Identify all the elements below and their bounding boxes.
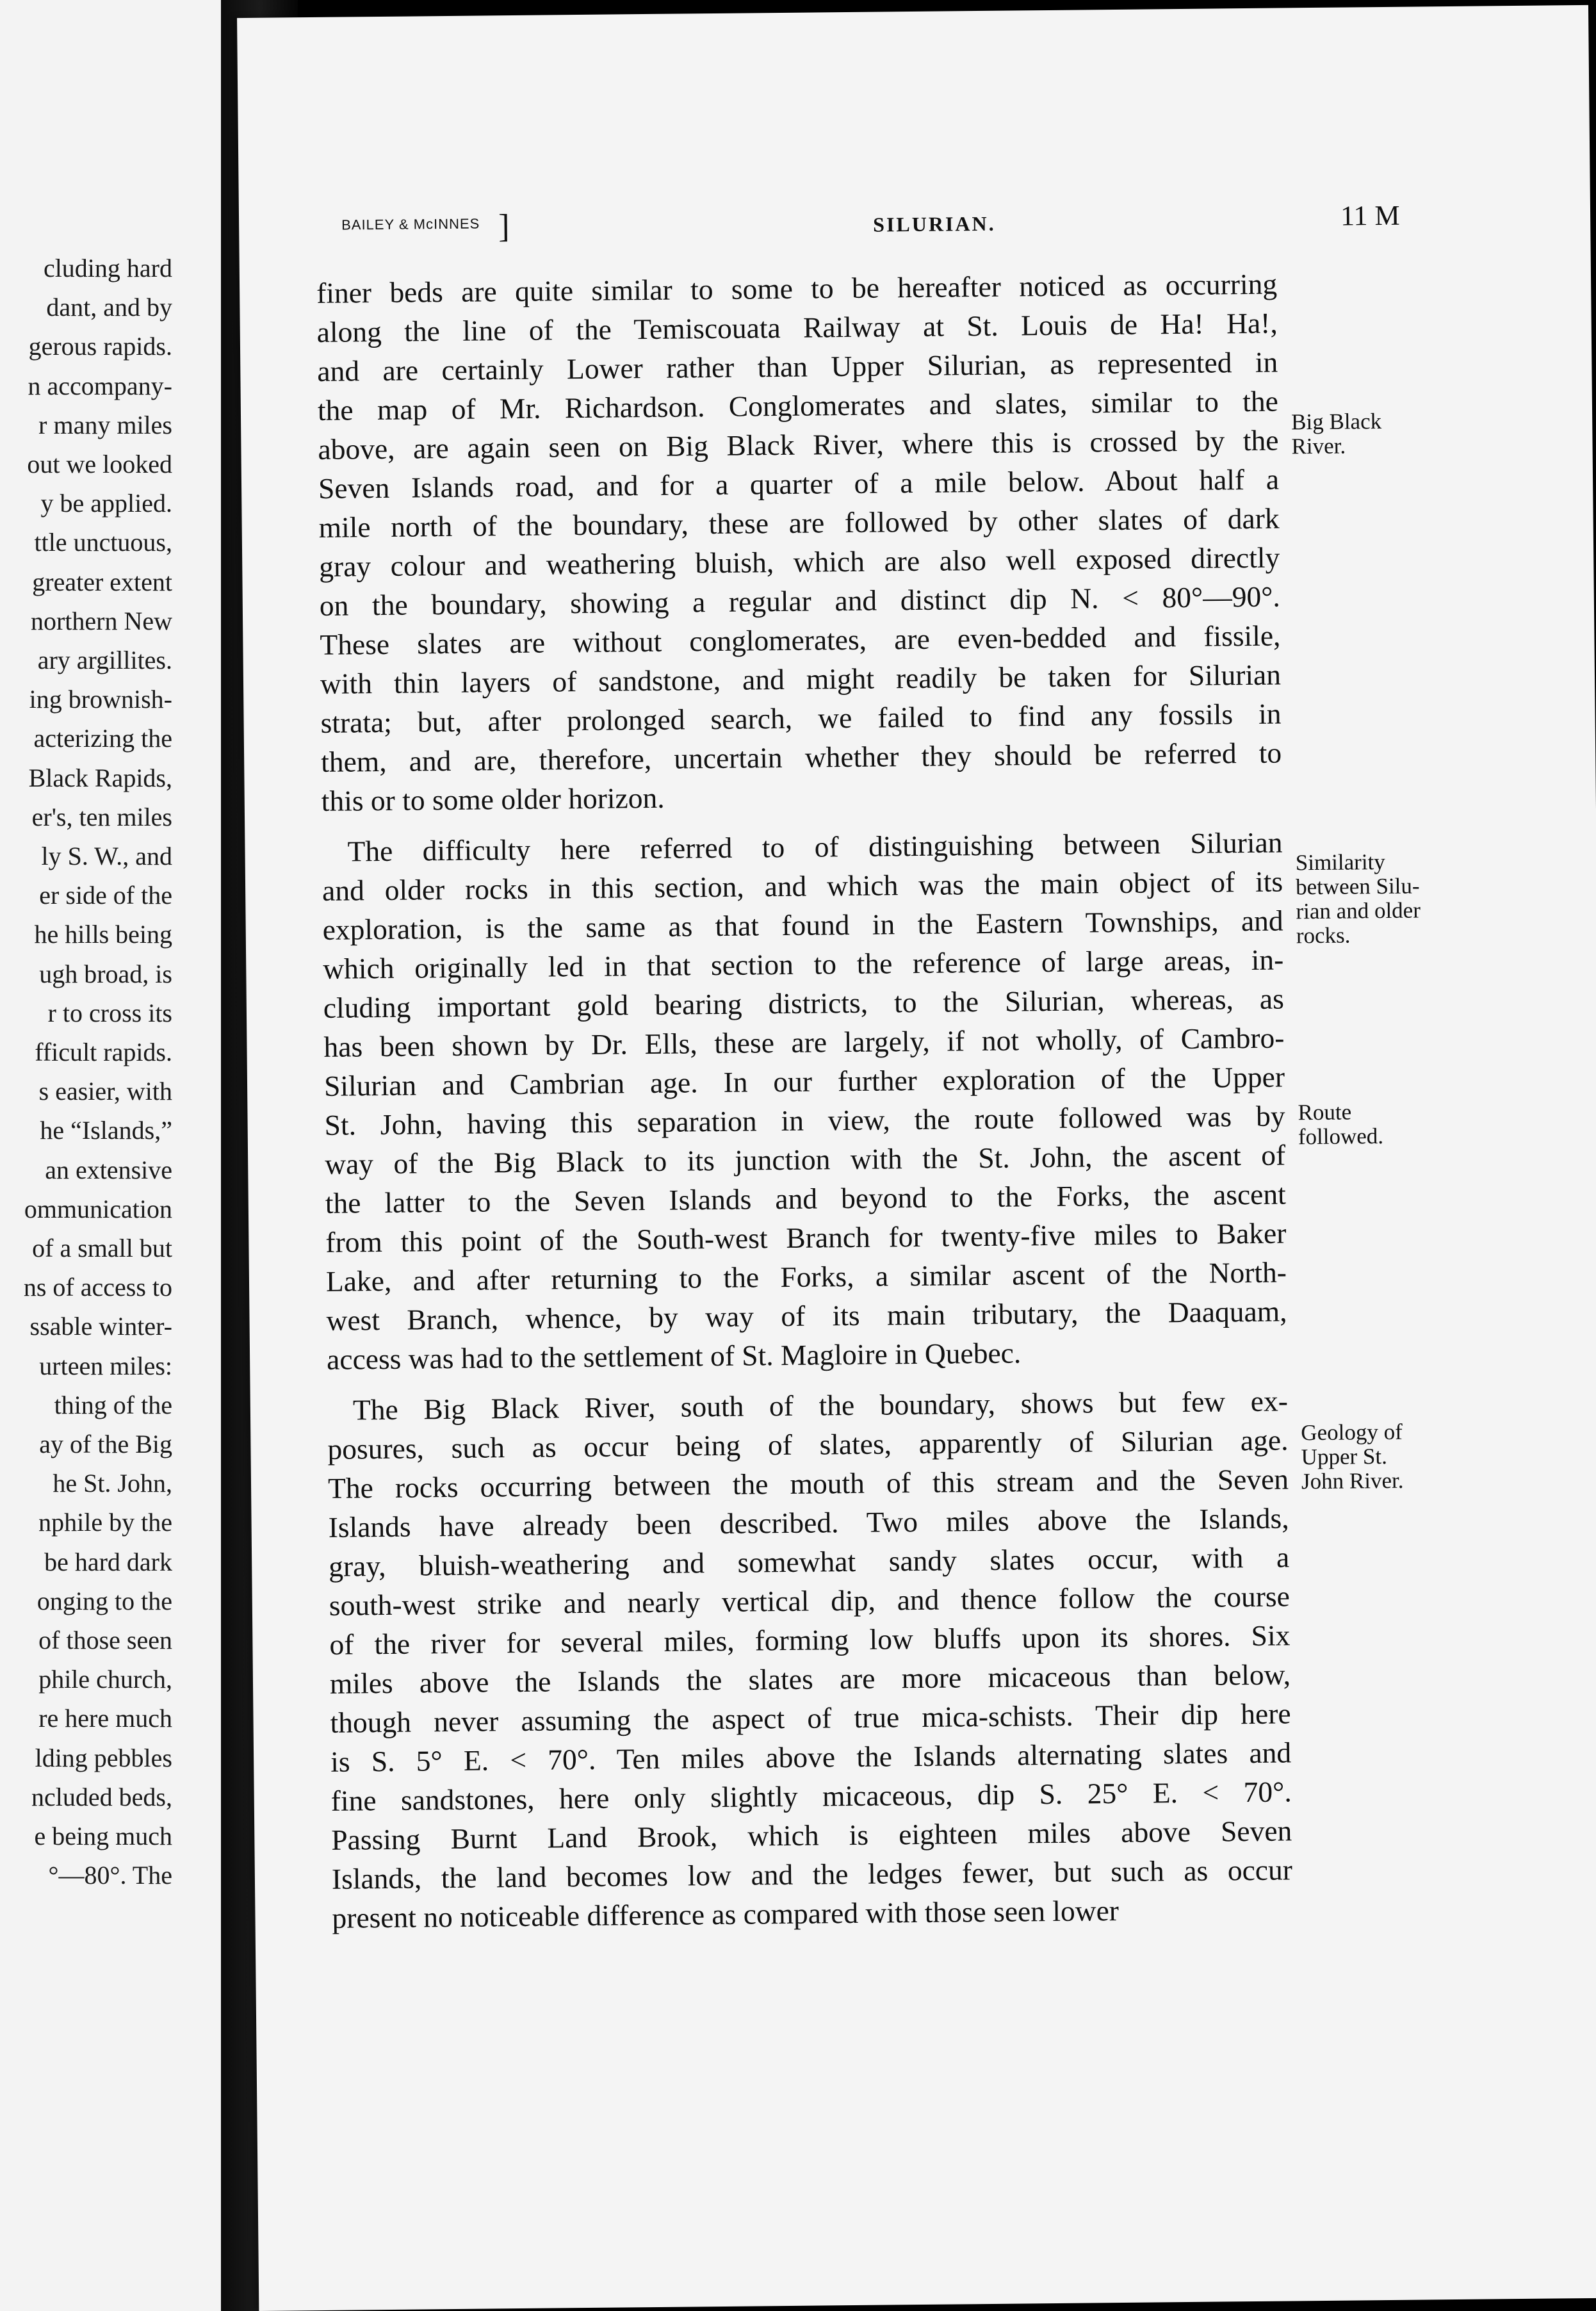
- text-line: of the river for several miles, forming low bluffs upon its shores. Six: [329, 1619, 1291, 1661]
- text-line: on the boundary, showing a regular and distinct dip N. < 80°—90°.: [319, 580, 1281, 622]
- left-page-line: urteen miles:: [39, 1351, 172, 1380]
- text-line: from this point of the South-west Branch for twenty-five miles to Baker: [325, 1216, 1287, 1259]
- text-line: and are certainly Lower rather than Upper Silurian, as represented in: [317, 345, 1278, 388]
- text-line: strata; but, after prolonged search, we failed to find any fossils in: [320, 697, 1282, 739]
- paragraph: [327, 1381, 1293, 1937]
- text-line: These slates are without conglomerates, are even-bedded and fissile,: [320, 619, 1281, 661]
- left-page-line: onging to the: [37, 1586, 172, 1615]
- text-line: gray colour and weathering bluish, which are also well exposed directly: [319, 541, 1280, 583]
- text-line: Islands, the land becomes low and the ledges fewer, but such as occur: [331, 1853, 1293, 1895]
- left-page-line: acterizing the: [33, 724, 172, 753]
- text-line: with thin layers of sandstone, and might readily be taken for Silurian: [320, 658, 1282, 700]
- text-line: and older rocks in this section, and which was the main object of its: [322, 865, 1283, 907]
- text-line: Lake, and after returning to the Forks, a similar ascent of the North-: [325, 1255, 1287, 1298]
- text-line: present no noticeable difference as compared with those seen lower: [332, 1894, 1120, 1934]
- side-note-line: Route: [1298, 1099, 1352, 1125]
- body-text: [316, 265, 1293, 1949]
- left-page-line: greater extent: [32, 567, 172, 596]
- paragraph: [322, 823, 1287, 1379]
- text-line: west Branch, whence, by way of its main tributary, the Daaquam,: [326, 1294, 1287, 1337]
- side-note-line: rian and older: [1296, 897, 1421, 924]
- left-page-line: s easier, with: [38, 1077, 172, 1106]
- page-number: 11 M: [1340, 199, 1400, 232]
- left-page-line: er's, ten miles: [31, 802, 172, 831]
- text-line: access was had to the settlement of St. Magloire in Quebec.: [326, 1336, 1022, 1376]
- side-note-similarity: [1296, 849, 1421, 948]
- left-page-line: nphile by the: [38, 1508, 172, 1537]
- text-line: is S. 5° E. < 70°. Ten miles above the Islands alternating slates and: [330, 1736, 1292, 1778]
- left-page-line: r many miles: [38, 410, 172, 439]
- left-page-line: n accompany-: [28, 371, 172, 400]
- running-head-authors: BAILEY & McINNES: [341, 215, 480, 233]
- side-note-route-followed: [1298, 1100, 1383, 1149]
- left-page-line: y be applied.: [40, 489, 172, 518]
- text-line: Islands have already been described. Two miles above the Islands,: [328, 1501, 1289, 1544]
- left-page-line: cluding hard: [43, 254, 172, 282]
- text-line: The difficulty here referred to of distinguishing between Silurian: [347, 826, 1283, 868]
- side-note-line: River.: [1291, 433, 1346, 459]
- left-page-line: dant, and by: [46, 293, 172, 322]
- text-line: above, are again seen on Big Black River, where this is crossed by the: [318, 423, 1279, 466]
- text-line: cluding important gold bearing districts, to the Silurian, whereas, as: [323, 982, 1285, 1024]
- left-page-line: of those seen: [38, 1626, 172, 1654]
- side-note-line: Similarity: [1295, 849, 1385, 876]
- left-page-line: ary argillites.: [37, 646, 172, 674]
- left-page-line: lding pebbles: [35, 1743, 172, 1772]
- side-note-line: Big Black: [1291, 409, 1382, 435]
- text-line: The rocks occurring between the mouth of this stream and the Seven: [327, 1462, 1289, 1505]
- text-line: finer beds are quite similar to some to be hereafter noticed as occurring: [316, 267, 1278, 309]
- running-head-bracket: ]: [498, 208, 510, 245]
- left-page-line: ncluded beds,: [31, 1782, 172, 1811]
- side-note-line: between Silu-: [1295, 873, 1420, 900]
- left-page-line: re here much: [38, 1704, 172, 1733]
- left-page-line: an extensive: [45, 1155, 172, 1184]
- text-line: miles above the Islands the slates are more micaceous than below,: [329, 1658, 1291, 1700]
- left-page-line: ly S. W., and: [41, 842, 172, 870]
- left-page-line: ssable winter-: [29, 1312, 172, 1341]
- left-page-line: fficult rapids.: [35, 1038, 172, 1066]
- left-page-line: ns of access to: [23, 1273, 172, 1302]
- main-page: [237, 5, 1596, 2311]
- side-note-big-black-river: [1291, 409, 1382, 459]
- left-page-line: ing brownish-: [29, 685, 172, 714]
- left-page-line: ugh broad, is: [39, 959, 172, 988]
- left-page-line: phile church,: [38, 1665, 172, 1694]
- text-line: this or to some older horizon.: [321, 781, 665, 817]
- running-head: [341, 198, 1494, 247]
- text-line: though never assuming the aspect of true mica-schists. Their dip here: [330, 1697, 1291, 1739]
- text-line: gray, bluish-weathering and somewhat sandy slates occur, with a: [329, 1540, 1290, 1583]
- text-line: way of the Big Black to its junction with the St. John, the ascent of: [324, 1138, 1286, 1180]
- left-page-line: ttle unctuous,: [34, 528, 172, 557]
- left-page-line: of a small but: [32, 1234, 172, 1262]
- text-line: St. John, having this separation in view, the route followed was by: [324, 1099, 1285, 1141]
- left-page-line: r to cross its: [47, 998, 172, 1027]
- text-line: mile north of the boundary, these are followed by other slates of dark: [318, 502, 1280, 544]
- text-line: posures, such as occur being of slates, apparently of Silurian age.: [327, 1423, 1289, 1466]
- text-line: has been shown by Dr. Ells, these are largely, if not wholly, of Cambro-: [323, 1021, 1285, 1063]
- running-head-title: SILURIAN.: [873, 211, 996, 236]
- left-page-line: out we looked: [27, 450, 172, 478]
- left-page-line: he hills being: [34, 920, 172, 949]
- side-note-line: Upper St.: [1301, 1443, 1388, 1470]
- side-note-line: John River.: [1301, 1467, 1404, 1494]
- text-line: them, and are, therefore, uncertain whether they should be referred to: [320, 736, 1282, 778]
- paragraph: [316, 265, 1282, 821]
- text-line: Silurian and Cambrian age. In our further exploration of the Upper: [323, 1060, 1285, 1102]
- side-note-line: followed.: [1298, 1123, 1384, 1150]
- side-note-line: rocks.: [1296, 922, 1351, 949]
- text-line: which originally led in that section to the reference of large areas, in-: [323, 943, 1284, 985]
- text-line: Passing Burnt Land Brook, which is eighteen miles above Seven: [331, 1814, 1292, 1856]
- left-page-line: °—80°. The: [48, 1861, 172, 1890]
- text-line: along the line of the Temiscouata Railway at St. Louis de Ha! Ha!,: [316, 306, 1278, 348]
- text-line: exploration, is the same as that found in the Eastern Townships, and: [322, 904, 1283, 946]
- text-line: the map of Mr. Richardson. Conglomerates and slates, similar to the: [317, 384, 1279, 427]
- text-line: Seven Islands road, and for a quarter of a mile below. About half a: [318, 462, 1280, 505]
- left-page-line: Black Rapids,: [28, 763, 172, 792]
- text-line: the latter to the Seven Islands and beyond to the Forks, the ascent: [325, 1177, 1286, 1220]
- left-facing-page: [0, 0, 221, 2311]
- left-page-line: northern New: [30, 606, 172, 635]
- left-page-line: thing of the: [54, 1390, 172, 1419]
- left-page-line: he St. John,: [53, 1469, 172, 1498]
- left-page-line: ay of the Big: [39, 1430, 172, 1458]
- text-line: The Big Black River, south of the boundary, shows but few ex-: [352, 1384, 1289, 1426]
- side-note-geology-upper-st-john: [1301, 1420, 1404, 1494]
- side-note-line: Geology of: [1301, 1419, 1403, 1446]
- text-line: fine sandstones, here only slightly micaceous, dip S. 25° E. < 70°.: [330, 1775, 1292, 1817]
- left-page-line: he “Islands,”: [40, 1116, 172, 1145]
- left-page-line: ommunication: [24, 1194, 172, 1223]
- left-page-line: be hard dark: [44, 1547, 172, 1576]
- left-page-line: er side of the: [39, 881, 172, 910]
- left-page-line: gerous rapids.: [28, 332, 172, 361]
- left-page-line: e being much: [34, 1822, 172, 1850]
- text-line: south-west strike and nearly vertical dip, and thence follow the course: [329, 1580, 1291, 1622]
